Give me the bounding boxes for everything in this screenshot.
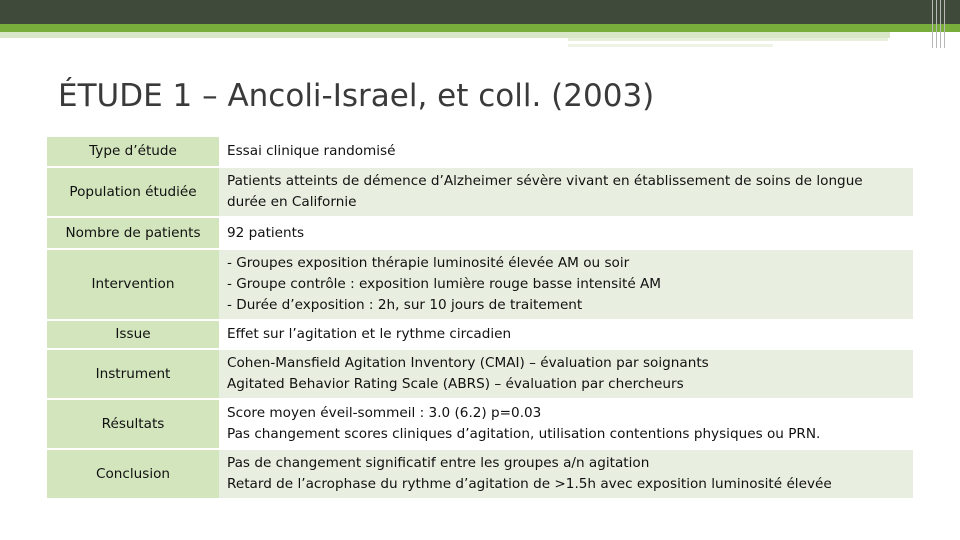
value-line: durée en Californie xyxy=(227,194,357,210)
table-row xyxy=(47,399,913,449)
row-label: Issue xyxy=(47,320,219,349)
value-line: Patients atteints de démence d’Alzheimer sévère vivant en établissement de soins de longue xyxy=(227,173,863,189)
value-line: Cohen-Mansfield Agitation Inventory (CMAI) – évaluation par soignants xyxy=(227,355,709,371)
value-line: Score moyen éveil-sommeil : 3.0 (6.2) p=0.03 xyxy=(227,405,542,421)
value-line: Effet sur l’agitation et le rythme circadien xyxy=(227,326,512,342)
value-line: Pas de changement significatif entre les groupes a/n agitation xyxy=(227,455,650,471)
row-value xyxy=(219,399,913,449)
decorative-line xyxy=(944,0,945,48)
row-label: Population étudiée xyxy=(47,167,219,217)
table-row xyxy=(47,217,913,249)
decorative-line xyxy=(940,0,941,48)
value-line: Essai clinique randomisé xyxy=(227,143,396,159)
table-row xyxy=(47,349,913,399)
value-line: Retard de l’acrophase du rythme d’agitation de >1.5h avec exposition luminosité élevée xyxy=(227,476,832,492)
row-value xyxy=(219,249,913,320)
table-row xyxy=(47,167,913,217)
row-value xyxy=(219,217,913,249)
value-line: Agitated Behavior Rating Scale (ABRS) – évaluation par chercheurs xyxy=(227,376,684,392)
row-value xyxy=(219,449,913,499)
header-bar-accent xyxy=(568,38,888,41)
header-bar-green xyxy=(0,24,960,32)
header-bar-accent-short xyxy=(568,44,773,47)
value-line: - Groupe contrôle : exposition lumière rouge basse intensité AM xyxy=(227,276,662,292)
header-bar-dark xyxy=(0,0,960,24)
row-value xyxy=(219,349,913,399)
study-table xyxy=(47,137,913,500)
decorative-line xyxy=(936,0,937,48)
table-row xyxy=(47,137,913,167)
table-row xyxy=(47,249,913,320)
decorative-line xyxy=(932,0,933,48)
table-row xyxy=(47,320,913,349)
slide-title: ÉTUDE 1 – Ancoli-Israel, et coll. (2003) xyxy=(58,78,655,114)
row-label: Nombre de patients xyxy=(47,217,219,249)
row-label: Intervention xyxy=(47,249,219,320)
row-value xyxy=(219,320,913,349)
value-line: Pas changement scores cliniques d’agitation, utilisation contentions physiques ou PRN. xyxy=(227,426,821,442)
row-value xyxy=(219,137,913,167)
row-label: Type d’étude xyxy=(47,137,219,167)
value-line: - Durée d’exposition : 2h, sur 10 jours de traitement xyxy=(227,297,583,313)
table-row xyxy=(47,449,913,499)
row-label: Instrument xyxy=(47,349,219,399)
row-value xyxy=(219,167,913,217)
row-label: Résultats xyxy=(47,399,219,449)
row-label: Conclusion xyxy=(47,449,219,499)
value-line: 92 patients xyxy=(227,224,305,241)
value-line: - Groupes exposition thérapie luminosité élevée AM ou soir xyxy=(227,255,630,271)
